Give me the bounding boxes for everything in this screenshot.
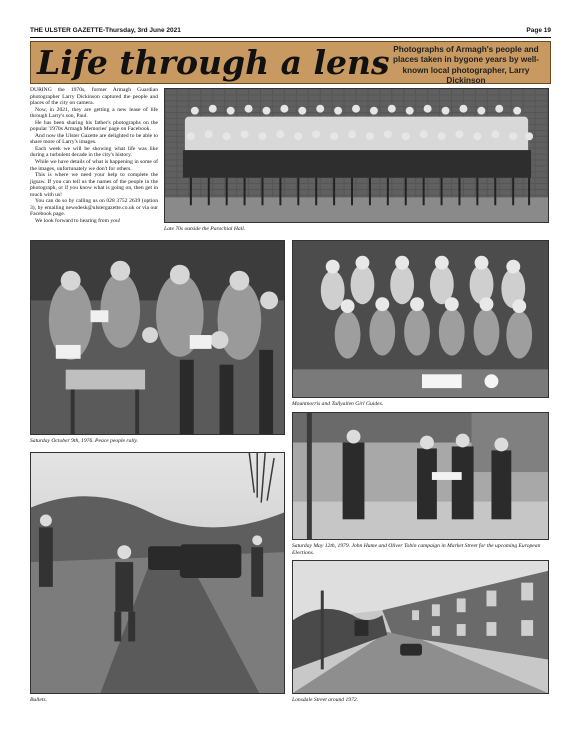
feature-title: Life through a lens: [37, 43, 390, 82]
photo-bullets: [30, 452, 285, 694]
article-paragraph: Each week we will be showing what life was like during a turbulent decade in the city's history.: [30, 145, 158, 159]
photo-girl-guides: [292, 240, 549, 398]
header-rule: [30, 37, 551, 38]
photo-lonsdale-street: [292, 560, 549, 694]
caption-bullets: Bullets.: [30, 697, 47, 703]
feature-strapline: Photographs of Armagh's people and places taken in bygone years by well-known local photographer, Larry Dickinson: [392, 45, 540, 85]
caption-parochial-hall: Late 70s outside the Parochial Hall.: [164, 226, 246, 232]
article-paragraph: We look forward to hearing from you!: [35, 217, 121, 224]
caption-girl-guides: Mountnorris and Tullyallen Girl Guides.: [292, 401, 384, 407]
caption-peace-rally: Saturday October 9th, 1976. Peace people rally.: [30, 438, 139, 444]
publication-name: THE ULSTER GAZETTE: [30, 27, 103, 34]
article-paragraph: And now the Ulster Gazette are delighted to be able to share more of Larry's images.: [30, 132, 158, 146]
caption-lonsdale-street: Lonsdale Street around 1972.: [292, 697, 359, 703]
masthead: [30, 27, 551, 37]
publication-date: [30, 27, 181, 34]
photo-election-campaign: [292, 412, 549, 540]
photo-parochial-hall-group: [164, 88, 549, 223]
photo-peace-rally: [30, 240, 285, 435]
article-paragraph: This is where we need your help to complete the jigsaw. If you can tell us the names of the people in the photograph, or if you know what is going on, then get in touch with us!: [30, 172, 158, 198]
article-paragraph: Now, in 2021, they are getting a new lease of life through Larry's son, Paul.: [30, 106, 158, 120]
feature-banner: [30, 41, 551, 84]
article-body: [30, 87, 158, 224]
article-paragraph: You can do so by calling us on 028 3752 2639 (option 3), by emailing newsdesk@ulstergazette.co.uk or via our Facebook page.: [30, 198, 158, 218]
article-paragraph: He has been sharing his father's photographs on the popular '1970s Armagh Memories' page on Facebook.: [30, 119, 158, 133]
page-number: Page 19: [526, 27, 551, 34]
caption-election-campaign: Saturday May 12th, 1979. John Hume and Oliver Tobin campaign in Market Street for the upcoming European Elections.: [292, 543, 541, 556]
issue-date: -Thursday, 3rd June 2021: [102, 27, 181, 34]
article-paragraph: DURING the 1970s, former Armagh Guardian photographer Larry Dickinson captured the people and places of the city on camera.: [30, 87, 158, 107]
article-paragraph: While we have details of what is happening in some of the images, unfortunately we don't for others.: [30, 159, 158, 172]
